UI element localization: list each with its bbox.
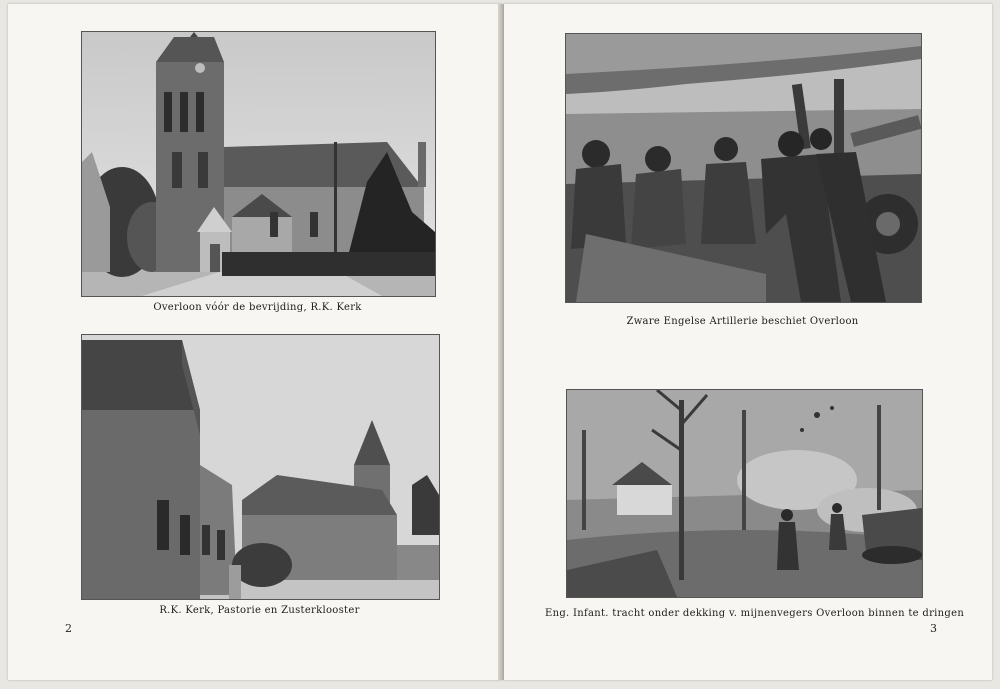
caption-church-before-liberation: Overloon vóór de bevrijding, R.K. Kerk — [153, 302, 362, 313]
caption-church-rectory-convent: R.K. Kerk, Pastorie en Zusterklooster — [159, 605, 360, 616]
photo-church-before-liberation — [81, 31, 436, 297]
page-number-left: 2 — [65, 622, 72, 635]
photo-infantry-advance — [566, 389, 923, 598]
caption-heavy-artillery: Zware Engelse Artillerie beschiet Overloon — [626, 316, 859, 327]
caption-infantry-advance: Eng. Infant. tracht onder dekking v. mijnenvegers Overloon binnen te dringen — [545, 608, 965, 619]
page-number-right: 3 — [930, 622, 937, 635]
photo-church-rectory-convent — [81, 334, 440, 600]
photo-heavy-artillery — [565, 33, 922, 303]
